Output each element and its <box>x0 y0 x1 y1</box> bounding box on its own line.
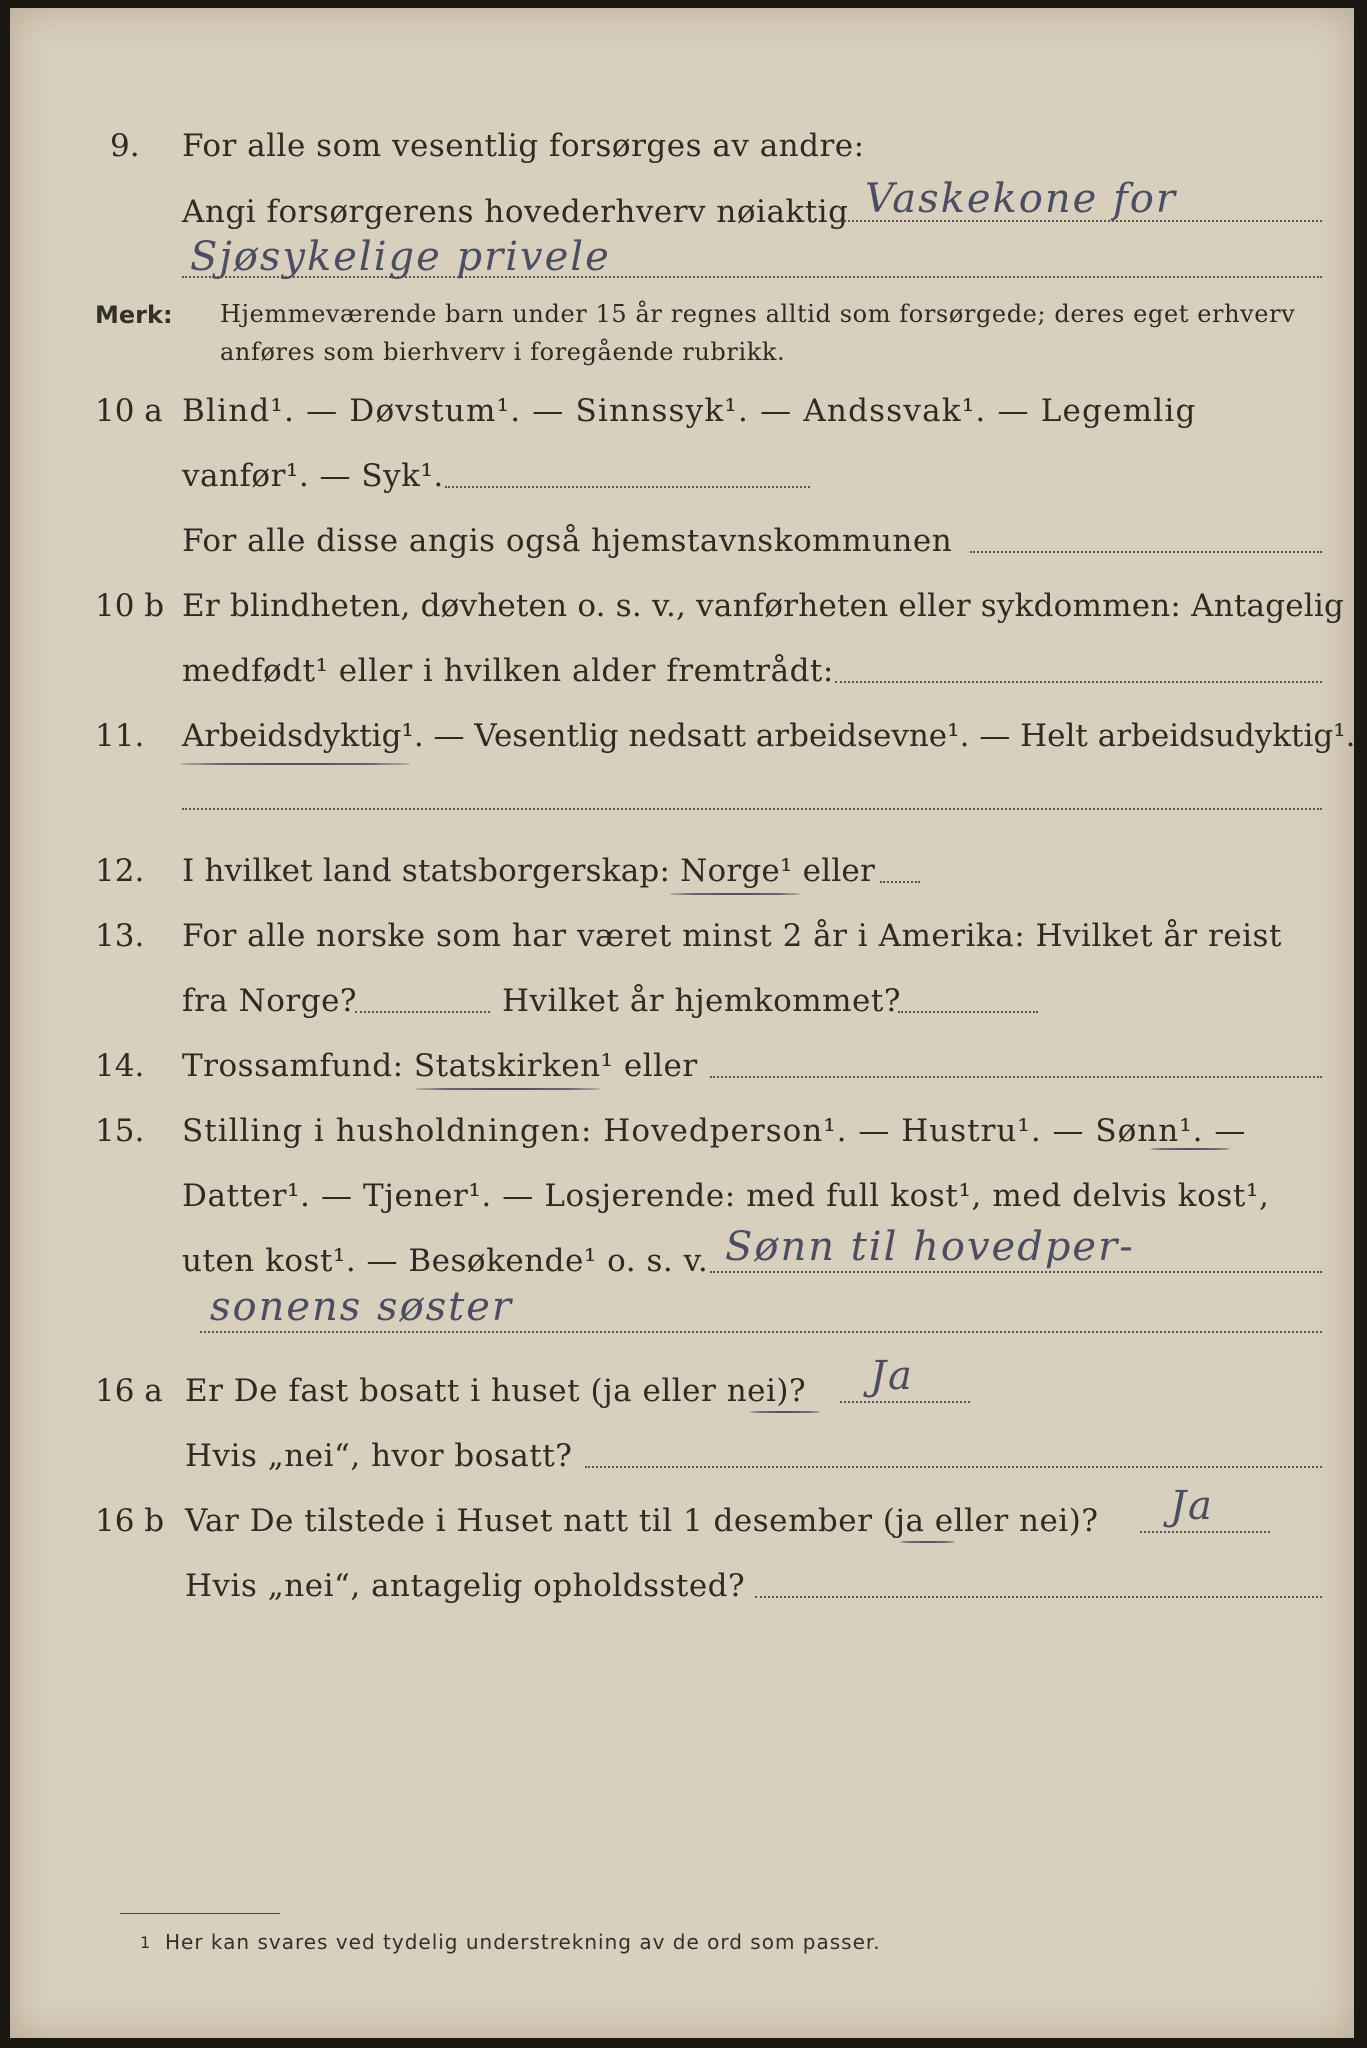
q16a-handwritten-answer: Ja <box>870 1353 914 1399</box>
q15-underline-sonn <box>1150 1148 1230 1150</box>
q10b-question: Er blindheten, døvheten o. s. v., vanførheten eller sykdommen: Antagelig <box>182 588 1345 624</box>
q11-underline-arbeidsdyktig <box>180 763 410 765</box>
q15-handwritten-answer-1: Sønn til hovedper- <box>725 1224 1135 1270</box>
q10b-number: 10 b <box>95 588 165 624</box>
q12-answer-line <box>880 881 920 883</box>
q11-number: 11. <box>95 718 145 754</box>
merk-note-line-1: Hjemmeværende barn under 15 år regnes alltid som forsørgede; deres eget erhverv <box>220 300 1296 328</box>
q11-question: Arbeidsdyktig¹. — Vesentlig nedsatt arbeidsevne¹. — Helt arbeidsudyktig¹. <box>182 718 1356 754</box>
merk-note-line-2: anføres som bierhverv i foregående rubrikk. <box>220 338 786 366</box>
q13-hjemkommet-line <box>898 1011 1038 1013</box>
q16b-question-cont: Hvis „nei“, antagelig opholdssted? <box>185 1568 746 1604</box>
q15-question-cont: Datter¹. — Tjener¹. — Losjerende: med full kost¹, med delvis kost¹, <box>182 1178 1270 1214</box>
q16a-bosatt-line <box>585 1466 1322 1468</box>
q13-question: For alle norske som har været minst 2 år i Amerika: Hvilket år reist <box>182 918 1282 954</box>
q9-number: 9. <box>110 128 140 164</box>
q13-reist-line <box>355 1011 490 1013</box>
footnote-marker: 1 <box>140 1933 152 1952</box>
q9-handwritten-answer-2: Sjøsykelige privele <box>190 234 611 280</box>
merk-label: Merk: <box>95 301 173 329</box>
q9-question: For alle som vesentlig forsørges av andre: <box>182 128 865 164</box>
q15-handwritten-answer-2: sonens søster <box>210 1284 514 1330</box>
q14-question: Trossamfund: Statskirken¹ eller <box>182 1048 698 1084</box>
q15-question-cont-2: uten kost¹. — Besøkende¹ o. s. v. <box>182 1243 709 1279</box>
q16b-answer-line <box>1140 1531 1270 1533</box>
q16a-question: Er De fast bosatt i huset (ja eller nei)? <box>185 1373 807 1409</box>
q15-answer-line-1 <box>710 1271 1322 1273</box>
q14-underline-statskirken <box>415 1088 600 1090</box>
q10a-hjemstavn-line <box>970 551 1322 553</box>
q11-answer-line <box>182 808 1322 810</box>
q10b-answer-line <box>835 681 1322 683</box>
q16a-number: 16 a <box>95 1373 163 1409</box>
q10b-question-cont: medfødt¹ eller i hvilken alder fremtrådt: <box>182 653 834 689</box>
q16a-answer-line <box>840 1401 970 1403</box>
q16b-opholdssted-line <box>755 1596 1322 1598</box>
q10a-number: 10 a <box>95 393 163 429</box>
q15-number: 15. <box>95 1113 145 1149</box>
q9-subquestion: Angi forsørgerens hovederhverv nøiaktig <box>182 194 849 230</box>
q14-number: 14. <box>95 1048 145 1084</box>
q16b-handwritten-answer: Ja <box>1170 1483 1214 1529</box>
census-form-page <box>10 8 1354 2038</box>
q10a-question: Blind¹. — Døvstum¹. — Sinnssyk¹. — Andssvak¹. — Legemlig <box>182 393 1197 429</box>
q12-number: 12. <box>95 853 145 889</box>
q10a-hjemstavn: For alle disse angis også hjemstavnskommunen <box>182 523 953 559</box>
q10a-answer-line <box>445 486 810 488</box>
q13-number: 13. <box>95 918 145 954</box>
footnote-text: Her kan svares ved tydelig understrekning av de ord som passer. <box>165 1930 881 1954</box>
q12-question: I hvilket land statsborgerskap: Norge¹ eller <box>182 853 875 889</box>
q9-handwritten-answer-1: Vaskekone for <box>865 176 1177 222</box>
footnote-rule <box>120 1913 280 1914</box>
q14-answer-line <box>710 1076 1322 1078</box>
q12-underline-norge <box>670 893 800 895</box>
q16a-underline-nei <box>750 1411 820 1413</box>
q16b-underline-ja <box>900 1541 955 1543</box>
q13-question-hjemkommet: Hvilket år hjemkommet? <box>502 983 901 1019</box>
q16b-number: 16 b <box>95 1503 165 1539</box>
q15-answer-line-2 <box>200 1331 1322 1333</box>
q15-question: Stilling i husholdningen: Hovedperson¹. — Hustru¹. — Sønn¹. — <box>182 1113 1247 1149</box>
q10a-question-cont: vanfør¹. — Syk¹. <box>182 458 444 494</box>
q13-question-reist: fra Norge? <box>182 983 358 1019</box>
q16b-question: Var De tilstede i Huset natt til 1 desember (ja eller nei)? <box>185 1503 1099 1539</box>
q16a-question-cont: Hvis „nei“, hvor bosatt? <box>185 1438 573 1474</box>
